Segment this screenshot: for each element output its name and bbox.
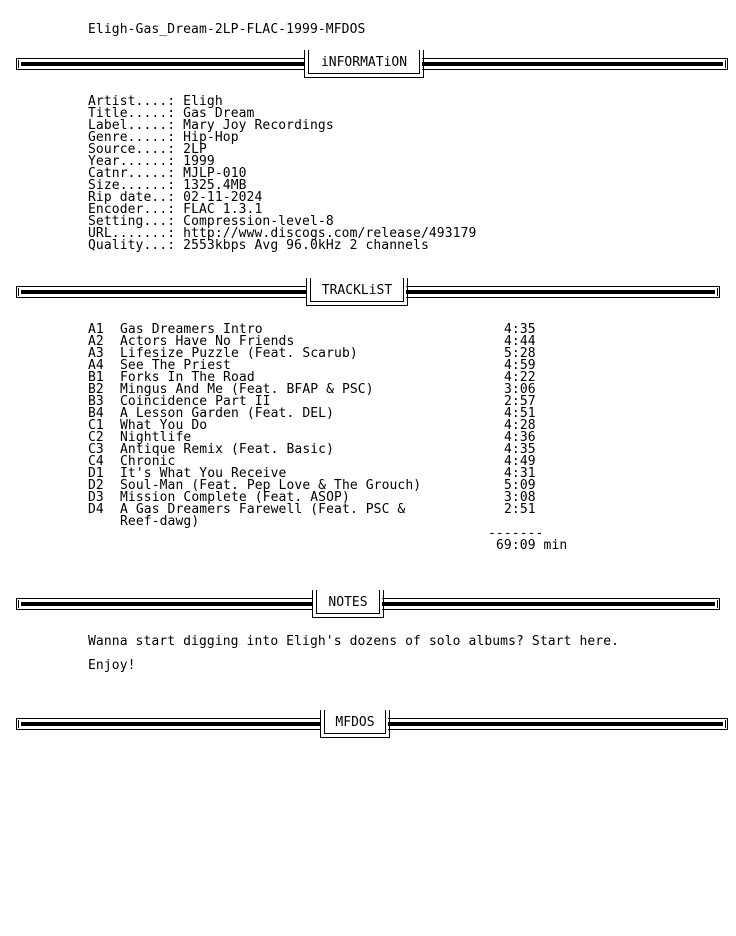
track-number: B3 (88, 394, 104, 409)
banner-box (304, 50, 424, 78)
track-title: Soul-Man (Feat. Pep Love & The Grouch) (120, 478, 422, 493)
track-duration: 4:51 (504, 406, 536, 421)
track-number: D3 (88, 490, 104, 505)
track-number: A3 (88, 346, 104, 361)
info-key: Catnr.....: (88, 166, 176, 181)
track-title: Forks In The Road (120, 370, 255, 385)
track-duration: 4:31 (504, 466, 536, 481)
info-key: Size......: (88, 178, 176, 193)
banner-box (306, 278, 408, 306)
info-key: Source....: (88, 142, 176, 157)
banner-box (320, 710, 390, 738)
info-value: 02-11-2024 (183, 190, 263, 205)
track-title: See The Priest (120, 358, 231, 373)
info-value: Mary Joy Recordings (183, 118, 334, 133)
track-duration: 4:28 (504, 418, 536, 433)
section-title-tracklist: TRACKLiST (321, 283, 393, 298)
track-title: It's What You Receive (120, 466, 287, 481)
track-duration: 3:06 (504, 382, 536, 397)
info-key: Encoder...: (88, 202, 176, 217)
banner-rail-right (422, 58, 728, 70)
track-title: Actors Have No Friends (120, 334, 295, 349)
track-duration: 4:36 (504, 430, 536, 445)
release-title: Eligh-Gas_Dream-2LP-FLAC-1999-MFDOS (88, 22, 366, 37)
track-number: D4 (88, 502, 104, 517)
info-key: Label.....: (88, 118, 176, 133)
track-number: B4 (88, 406, 104, 421)
info-value: 1999 (183, 154, 215, 169)
info-key: Genre.....: (88, 130, 176, 145)
track-number: A2 (88, 334, 104, 349)
track-number: C2 (88, 430, 104, 445)
banner-rail-left (16, 598, 314, 610)
track-number: C1 (88, 418, 104, 433)
info-value: FLAC 1.3.1 (183, 202, 263, 217)
banner-rail-right (388, 718, 728, 730)
total-rule: ------- (488, 526, 544, 541)
information-block (88, 96, 476, 252)
banner-rail-right (382, 598, 720, 610)
track-title: Nightlife (120, 430, 192, 445)
track-title: Mission Complete (Feat. ASOP) (120, 490, 350, 505)
track-duration: 4:44 (504, 334, 536, 349)
info-value: Compression-level-8 (183, 214, 334, 229)
info-value: 2LP (183, 142, 207, 157)
info-key: Quality...: (88, 238, 176, 253)
track-duration: 5:28 (504, 346, 536, 361)
track-title: Lifesize Puzzle (Feat. Scarub) (120, 346, 358, 361)
track-title: Chronic (120, 454, 176, 469)
banner-rail-left (16, 286, 308, 298)
track-number: C4 (88, 454, 104, 469)
info-key: Year......: (88, 154, 176, 169)
track-row (88, 516, 548, 528)
track-duration: 4:59 (504, 358, 536, 373)
footer-banner (16, 716, 728, 742)
track-title: A Lesson Garden (Feat. DEL) (120, 406, 335, 421)
info-value: http://www.discogs.com/release/493179 (183, 226, 477, 241)
track-title: A Gas Dreamers Farewell (Feat. PSC & (120, 502, 406, 517)
track-number: B1 (88, 370, 104, 385)
track-duration: 2:51 (504, 502, 536, 517)
track-duration: 4:49 (504, 454, 536, 469)
info-key: Title.....: (88, 106, 176, 121)
track-duration: 2:57 (504, 394, 536, 409)
section-title-information: iNFORMATiON (320, 55, 408, 70)
info-value: 1325.4MB (183, 178, 247, 193)
track-title: Coincidence Part II (120, 394, 271, 409)
info-value: Gas Dream (183, 106, 255, 121)
track-title: Reef-dawg) (120, 514, 200, 529)
track-title: Gas Dreamers Intro (120, 322, 263, 337)
track-duration: 3:08 (504, 490, 536, 505)
track-number: A1 (88, 322, 104, 337)
notes-banner (16, 596, 720, 622)
track-number: D2 (88, 478, 104, 493)
info-value: Hip-Hop (183, 130, 239, 145)
banner-rail-left (16, 58, 306, 70)
notes-signoff: Enjoy! (88, 658, 136, 673)
track-title: What You Do (120, 418, 208, 433)
track-number: D1 (88, 466, 104, 481)
track-duration: 5:09 (504, 478, 536, 493)
section-title-notes: NOTES (328, 595, 368, 610)
banner-rail-left (16, 718, 326, 730)
info-row (88, 240, 476, 252)
info-key: Rip date..: (88, 190, 176, 205)
track-duration: 4:35 (504, 442, 536, 457)
info-key: Setting...: (88, 214, 176, 229)
footer-group-name: MFDOS (335, 715, 375, 730)
info-key: Artist....: (88, 94, 176, 109)
track-title: Mingus And Me (Feat. BFAP & PSC) (120, 382, 374, 397)
info-value: 2553kbps Avg 96.0kHz 2 channels (183, 238, 429, 253)
information-banner (16, 56, 728, 82)
info-value: Eligh (183, 94, 223, 109)
track-title: Antique Remix (Feat. Basic) (120, 442, 335, 457)
banner-rail-right (406, 286, 720, 298)
track-duration: 4:35 (504, 322, 536, 337)
track-number: B2 (88, 382, 104, 397)
track-number: A4 (88, 358, 104, 373)
banner-box (312, 590, 384, 618)
info-key: URL.......: (88, 226, 176, 241)
tracklist-banner (16, 284, 720, 310)
total-time: 69:09 min (496, 538, 568, 553)
info-value: MJLP-010 (183, 166, 247, 181)
notes-text: Wanna start digging into Eligh's dozens of solo albums? Start here. (88, 634, 620, 649)
track-number: C3 (88, 442, 104, 457)
track-duration: 4:22 (504, 370, 536, 385)
